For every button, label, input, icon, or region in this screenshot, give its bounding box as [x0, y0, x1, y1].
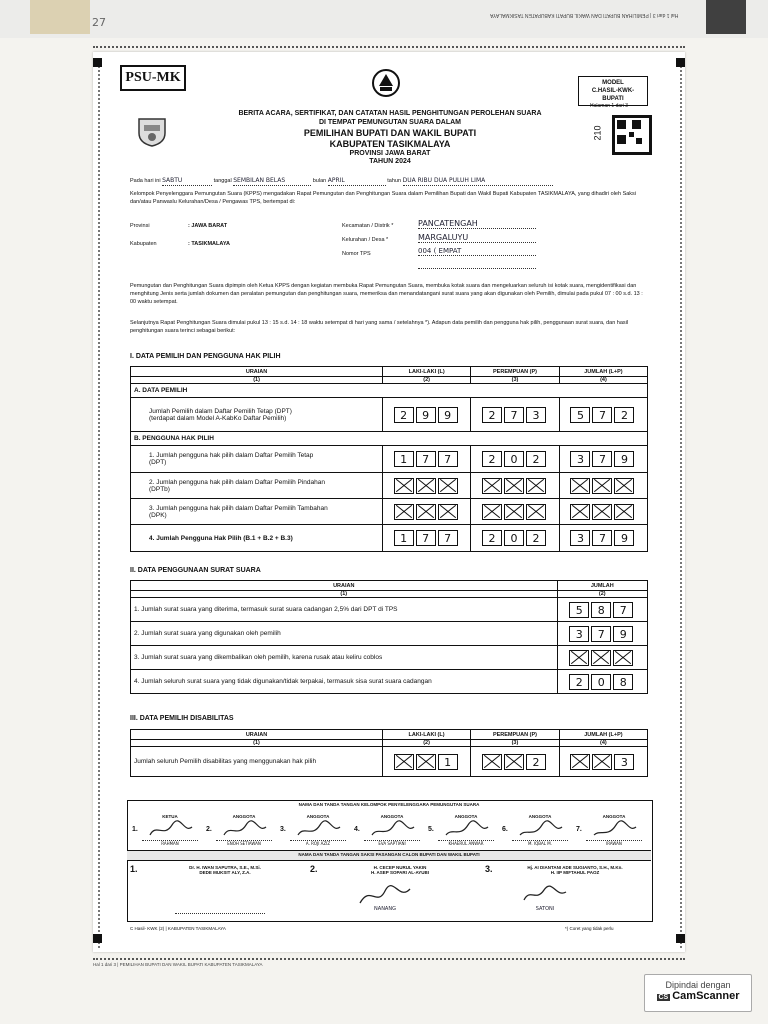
kpps-member	[130, 812, 204, 850]
crossed-box	[482, 754, 502, 770]
crossed-box	[614, 504, 634, 520]
col-number: (4)	[559, 740, 647, 747]
kpps-name: KHAERUL ANWAR	[438, 840, 494, 846]
bottom-strip-text: Hal 1 dari 3 | PEMILIHAN BUPATI DAN WAKIL BUPATI KABUPATEN TASIKMALAYA	[93, 962, 263, 967]
title-line-6: TAHUN 2024	[369, 158, 411, 165]
saksi-name	[500, 865, 650, 875]
crossed-box	[570, 478, 590, 494]
col-header: URAIAN	[131, 581, 558, 591]
model-line: MODEL	[602, 80, 624, 86]
kpps-number: 1.	[132, 826, 138, 833]
col-number: (2)	[383, 377, 471, 384]
saksi-line: DEDE MUKSIT ALY, Z.A.	[199, 870, 251, 875]
signature-icon	[146, 820, 196, 840]
digit-box: 0	[591, 674, 611, 690]
table-row	[131, 473, 648, 499]
digit-box: 2	[569, 674, 589, 690]
col-header: JUMLAH	[557, 581, 647, 591]
label: tahun	[387, 178, 402, 184]
col-header: LAKI-LAKI (L)	[383, 730, 471, 740]
table-row	[131, 670, 648, 694]
desa-label: Kelurahan / Desa *	[342, 237, 389, 243]
crossed-box	[613, 650, 633, 666]
digit-cell	[559, 747, 647, 777]
date-value: SEMBILAN BELAS	[233, 177, 311, 186]
digit-box: 2	[526, 754, 546, 770]
kab-label: Kabupaten	[130, 241, 157, 247]
title-line-5: PROVINSI JAWA BARAT	[349, 150, 431, 157]
month-value: APRIL	[328, 177, 386, 186]
model-line: C.HASIL-KWK-	[591, 88, 635, 94]
kpps-role: ANGGOTA	[306, 814, 330, 819]
subsection-a-title: A. DATA PEMILIH	[131, 384, 648, 398]
dotted-border-top	[93, 46, 685, 48]
row-sublabel: (DPTb)	[149, 485, 170, 493]
qr-code-icon	[612, 115, 652, 155]
desa-value: MARGALUYU	[418, 233, 536, 243]
crossed-box	[438, 504, 458, 520]
row-label: 3. Jumlah surat suara yang dikembalikan oleh pemilih, karena rusak atau keliru coblos	[131, 646, 558, 670]
row-label: Jumlah seluruh Pemilih disabilitas yang menggunakan hak pilih	[131, 747, 383, 777]
digit-box: 7	[592, 451, 612, 467]
kpps-role: ANGGOTA	[528, 814, 552, 819]
digit-cell	[383, 398, 471, 432]
scanner-line-1: Dipindai dengan	[665, 980, 731, 990]
digit-box: 3	[614, 754, 634, 770]
digit-box: 1	[394, 530, 414, 546]
row-label: 4. Jumlah seluruh surat suara yang tidak digunakan/tidak terpakai, termasuk sisa surat suara cadangan	[131, 670, 558, 694]
digit-box: 3	[570, 451, 590, 467]
prov-label: Provinsi	[130, 223, 150, 229]
digit-box: 7	[504, 407, 524, 423]
digit-box: 2	[482, 530, 502, 546]
col-header: LAKI-LAKI (L)	[383, 367, 471, 377]
col-number: (4)	[559, 377, 647, 384]
model-box	[578, 76, 648, 106]
tape-right	[706, 0, 746, 34]
model-line: BUPATI	[602, 96, 624, 102]
psu-label: PSU-MK	[120, 65, 186, 91]
section-3-table	[130, 729, 648, 777]
crossed-box	[482, 504, 502, 520]
saksi-line: H. IIP MIFTAHUL PAOZ	[550, 870, 600, 875]
crossed-box	[614, 478, 634, 494]
form-code: 210	[592, 125, 603, 141]
crossed-box	[570, 754, 590, 770]
table-row	[131, 525, 648, 552]
digit-box: 0	[504, 451, 524, 467]
signature-icon	[220, 820, 270, 840]
signature-line	[175, 913, 265, 914]
tps-value: 004 ( EMPAT	[418, 247, 536, 256]
saksi-number: 1.	[130, 864, 138, 874]
day-value: SABTU	[162, 177, 212, 186]
crossed-box	[569, 650, 589, 666]
saksi-line: H. CECEP NURUL YAKIN	[373, 865, 427, 870]
digit-box: 7	[416, 530, 436, 546]
digit-box: 7	[438, 451, 458, 467]
kpps-name: IRAWAN	[586, 840, 642, 846]
kpps-name: EVA SAPTIANI	[364, 840, 420, 846]
digit-box: 3	[526, 407, 546, 423]
crossed-box	[416, 504, 436, 520]
digit-box: 2	[526, 451, 546, 467]
subsection-b-title: B. PENGGUNA HAK PILIH	[131, 432, 648, 446]
col-number: (2)	[383, 740, 471, 747]
kpps-member	[426, 812, 500, 850]
digit-cell	[559, 446, 647, 473]
crossed-box	[394, 504, 414, 520]
label: Pada hari ini	[130, 178, 161, 184]
kpps-name: ENOH SETIAWAN	[216, 840, 272, 846]
table-row	[131, 446, 648, 473]
saksi-number: 3.	[485, 864, 493, 874]
crossed-box	[592, 504, 612, 520]
crossed-box	[416, 754, 436, 770]
signature-3-icon	[520, 884, 570, 906]
registration-mark	[676, 58, 685, 67]
digit-box: 5	[569, 602, 589, 618]
paragraph-1: Pemungutan dan Penghitungan Suara dipimpin oleh Ketua KPPS dengan kegiatan membuka Rapat Pemungutan Suara, membuka kotak suara dan mengeluarkan seluruh isi kotak suara, mengidentifikasi dan menghitung Jenis serta jumlah dokumen dan peralatan pemungutan dan penghitungan suara, memeriksa dan menandatangani surat suara yang akan digunakan oleh Pemilih, dimulai pada pukul 07 : 00 s.d. 13 : 00 waktu setempat.	[130, 283, 643, 305]
title-line-2: DI TEMPAT PEMUNGUTAN SUARA DALAM	[318, 119, 462, 126]
intro-paragraph: Kelompok Penyelenggara Pemungutan Suara (KPPS) mengadakan Rapat Pemungutan dan Penghitungan Suara dalam Pemilihan Bupati dan Wakil Bupati Kabupaten TASIKMALAYA, yang dihadiri oleh Saksi dan/atau Panwaslu Kelurahan/Desa / Pengawas TPS, bertempat di:	[130, 191, 637, 205]
dotted-border-bottom	[93, 958, 685, 960]
table-row	[131, 398, 648, 432]
digit-cell	[559, 525, 647, 552]
col-header: PEREMPUAN (P)	[471, 730, 560, 740]
page-indicator: Halaman 1 dari 3	[590, 103, 629, 109]
col-header: JUMLAH (L+P)	[559, 730, 647, 740]
col-number: (3)	[471, 740, 560, 747]
kpps-member	[278, 812, 352, 850]
kpu-logo-icon	[371, 68, 401, 98]
digit-box: 1	[438, 754, 458, 770]
footer-right: *) Coret yang tidak perlu	[565, 926, 614, 931]
saksi-line: Dr. H. IWAN SAPUTRA, S.E., M.Si.	[189, 865, 261, 870]
crossed-box	[504, 754, 524, 770]
crossed-box	[592, 754, 612, 770]
digit-cell	[383, 473, 471, 499]
digit-cell	[471, 525, 560, 552]
kpps-number: 6.	[502, 826, 508, 833]
crossed-box	[394, 478, 414, 494]
col-number: (3)	[471, 377, 560, 384]
kpps-member	[574, 812, 648, 850]
kec-value: PANCATENGAH	[418, 219, 536, 229]
row-sublabel: (DPK)	[149, 511, 167, 519]
digit-box: 7	[592, 407, 612, 423]
kpps-role: KETUA	[162, 814, 178, 819]
digit-box: 3	[569, 626, 589, 642]
digit-box: 7	[613, 602, 633, 618]
section-2-title: II. DATA PENGGUNAAN SURAT SUARA	[130, 567, 261, 574]
crossed-box	[526, 478, 546, 494]
crossed-box	[438, 478, 458, 494]
table-row	[131, 598, 648, 622]
digit-cell	[471, 398, 560, 432]
crossed-box	[482, 478, 502, 494]
digit-cell	[383, 499, 471, 525]
digit-box: 2	[526, 530, 546, 546]
col-header: JUMLAH (L+P)	[559, 367, 647, 377]
col-number: (1)	[131, 740, 383, 747]
kpps-role: ANGGOTA	[232, 814, 256, 819]
digit-box: 9	[416, 407, 436, 423]
kpps-number: 2.	[206, 826, 212, 833]
saksi-number: 2.	[310, 864, 318, 874]
year-value: DUA RIBU DUA PULUH LIMA	[403, 177, 553, 186]
digit-cell	[471, 499, 560, 525]
row-label: 1. Jumlah surat suara yang diterima, termasuk surat suara cadangan 2,5% dari DPT di TPS	[131, 598, 558, 622]
digit-box: 9	[614, 451, 634, 467]
digit-box: 2	[482, 407, 502, 423]
digit-cell	[557, 670, 647, 694]
row-label: 2. Jumlah pengguna hak pilih dalam Daftar Pemilih Pindahan	[149, 478, 325, 486]
kpps-signature-row	[130, 812, 648, 850]
label: bulan	[312, 178, 327, 184]
kpps-name: RAHMAN	[142, 840, 198, 846]
kpps-role: ANGGOTA	[602, 814, 626, 819]
digit-box: 3	[570, 530, 590, 546]
signature-icon	[590, 820, 640, 840]
digit-box: 9	[614, 530, 634, 546]
section-1-title: I. DATA PEMILIH DAN PENGGUNA HAK PILIH	[130, 353, 281, 360]
scan-top-strip	[0, 0, 768, 38]
kpps-signature-title: NAMA DAN TANDA TANGAN KELOMPOK PENYELENGGARA PEMUNGUTAN SUARA	[298, 802, 480, 807]
title-line-3: PEMILIHAN BUPATI DAN WAKIL BUPATI	[303, 128, 477, 138]
row-label: 2. Jumlah surat suara yang digunakan oleh pemilih	[131, 622, 558, 646]
saksi-sign-name: SATONI	[535, 906, 555, 912]
digit-box: 8	[591, 602, 611, 618]
header-strip-text: Hal 1 dari 3 | PEMILIHAN BUPATI DAN WAKIL BUPATI KABUPATEN TASIKMALAYA	[490, 12, 679, 18]
date-line	[130, 177, 660, 186]
crossed-box	[394, 754, 414, 770]
table-row	[131, 747, 648, 777]
digit-cell	[383, 446, 471, 473]
section-3-title: III. DATA PEMILIH DISABILITAS	[130, 715, 234, 722]
col-header: URAIAN	[131, 367, 383, 377]
saksi-sign-name: NANANG	[374, 906, 396, 912]
section-1-table	[130, 366, 648, 552]
scanner-name: CamScanner	[672, 990, 740, 1002]
registration-mark	[93, 58, 102, 67]
saksi-signature-title: NAMA DAN TANDA TANGAN SAKSI PASANGAN CALON BUPATI DAN WAKIL BUPATI	[298, 852, 480, 857]
kpps-number: 7.	[576, 826, 582, 833]
title-line-1: BERITA ACARA, SERTIFIKAT, DAN CATATAN HASIL PENGHITUNGAN PEROLEHAN SUARA	[238, 110, 542, 117]
crossed-box	[591, 650, 611, 666]
digit-cell	[559, 473, 647, 499]
digit-box: 7	[592, 530, 612, 546]
digit-cell	[383, 747, 471, 777]
digit-box: 7	[416, 451, 436, 467]
registration-mark	[93, 934, 102, 943]
signature-icon	[294, 820, 344, 840]
kec-label: Kecamatan / Distrik *	[342, 223, 394, 229]
digit-box: 7	[438, 530, 458, 546]
section-2-table	[130, 580, 648, 694]
kpps-role: ANGGOTA	[380, 814, 404, 819]
kpps-member	[500, 812, 574, 850]
digit-cell	[471, 446, 560, 473]
label: tanggal	[213, 178, 232, 184]
col-number: (1)	[131, 377, 383, 384]
row-label: Jumlah Pemilih dalam Daftar Pemilih Tetap (DPT)	[149, 407, 292, 415]
signature-icon	[442, 820, 492, 840]
camscanner-logo-icon: CS	[658, 994, 669, 1001]
camscanner-badge	[644, 974, 752, 1012]
kpps-number: 3.	[280, 826, 286, 833]
handwritten-number: 27	[92, 16, 106, 29]
prov-value: : JAWA BARAT	[188, 223, 228, 229]
saksi-name	[335, 865, 465, 875]
kpps-role: ANGGOTA	[454, 814, 478, 819]
col-header: PEREMPUAN (P)	[471, 367, 560, 377]
crossed-box	[526, 504, 546, 520]
dotted-line	[418, 268, 536, 269]
saksi-line: Hj. AI DIANTANI ADE SUGIANTO, S.H., M.Kn.	[527, 865, 623, 870]
crossed-box	[416, 478, 436, 494]
digit-box: 1	[394, 451, 414, 467]
footer-left: C Hasil- KWK (2) | KABUPATEN TASIKMALAYA	[130, 926, 226, 931]
crossed-box	[592, 478, 612, 494]
kpps-member	[204, 812, 278, 850]
registration-mark	[676, 934, 685, 943]
kpps-name: A. ROJI AZIZ	[290, 840, 346, 846]
dotted-border-left	[98, 58, 100, 948]
kabupaten-emblem-icon	[135, 113, 169, 147]
digit-cell	[471, 747, 560, 777]
signature-icon	[516, 820, 566, 840]
digit-box: 0	[504, 530, 524, 546]
kpps-number: 5.	[428, 826, 434, 833]
digit-box: 9	[438, 407, 458, 423]
table-row	[131, 646, 648, 670]
kpps-member	[352, 812, 426, 850]
digit-cell	[559, 499, 647, 525]
row-label: 3. Jumlah pengguna hak pilih dalam Daftar Pemilih Tambahan	[149, 504, 328, 512]
digit-box: 2	[482, 451, 502, 467]
crossed-box	[504, 478, 524, 494]
digit-cell	[557, 646, 647, 670]
col-number: (1)	[131, 591, 558, 598]
digit-cell	[559, 398, 647, 432]
crossed-box	[570, 504, 590, 520]
row-label: 4. Jumlah Pengguna Hak Pilih (B.1 + B.2 + B.3)	[149, 534, 293, 542]
col-number: (2)	[557, 591, 647, 598]
table-row	[131, 499, 648, 525]
saksi-name	[160, 865, 290, 875]
digit-cell	[557, 598, 647, 622]
digit-cell	[557, 622, 647, 646]
row-label: 1. Jumlah pengguna hak pilih dalam Daftar Pemilih Tetap	[149, 452, 314, 459]
digit-box: 5	[570, 407, 590, 423]
paragraph-2: Selanjutnya Rapat Penghitungan Suara dimulai pukul 13 : 15 s.d. 14 : 18 waktu setempat di hari yang sama / setelahnya *). Adapun data pemilih dan pengguna hak pilih, penggunaan surat suara, dan hasil penghitungan suara terinci sebagai berikut:	[130, 320, 629, 334]
digit-box: 8	[613, 674, 633, 690]
row-sublabel: (terdapat dalam Model A-KabKo Daftar Pemilih)	[149, 414, 287, 422]
kab-value: : TASIKMALAYA	[188, 241, 230, 247]
digit-cell	[471, 473, 560, 499]
tape-left	[30, 0, 90, 34]
saksi-line: H. ASEP SOPARI AL-AYUBI	[370, 870, 430, 875]
title-line-4: KABUPATEN TASIKMALAYA	[329, 139, 451, 149]
digit-box: 2	[394, 407, 414, 423]
scanner-line-2	[645, 990, 751, 1002]
table-row	[131, 622, 648, 646]
signature-icon	[368, 820, 418, 840]
row-sublabel: (DPT)	[149, 459, 167, 466]
kpps-number: 4.	[354, 826, 360, 833]
tps-label: Nomor TPS	[342, 251, 371, 257]
digit-box: 2	[614, 407, 634, 423]
digit-box: 7	[591, 626, 611, 642]
kpps-name: M. IQBAL M.	[512, 840, 568, 846]
digit-cell	[383, 525, 471, 552]
col-header: URAIAN	[131, 730, 383, 740]
digit-box: 9	[613, 626, 633, 642]
dotted-border-right	[680, 58, 682, 948]
crossed-box	[504, 504, 524, 520]
